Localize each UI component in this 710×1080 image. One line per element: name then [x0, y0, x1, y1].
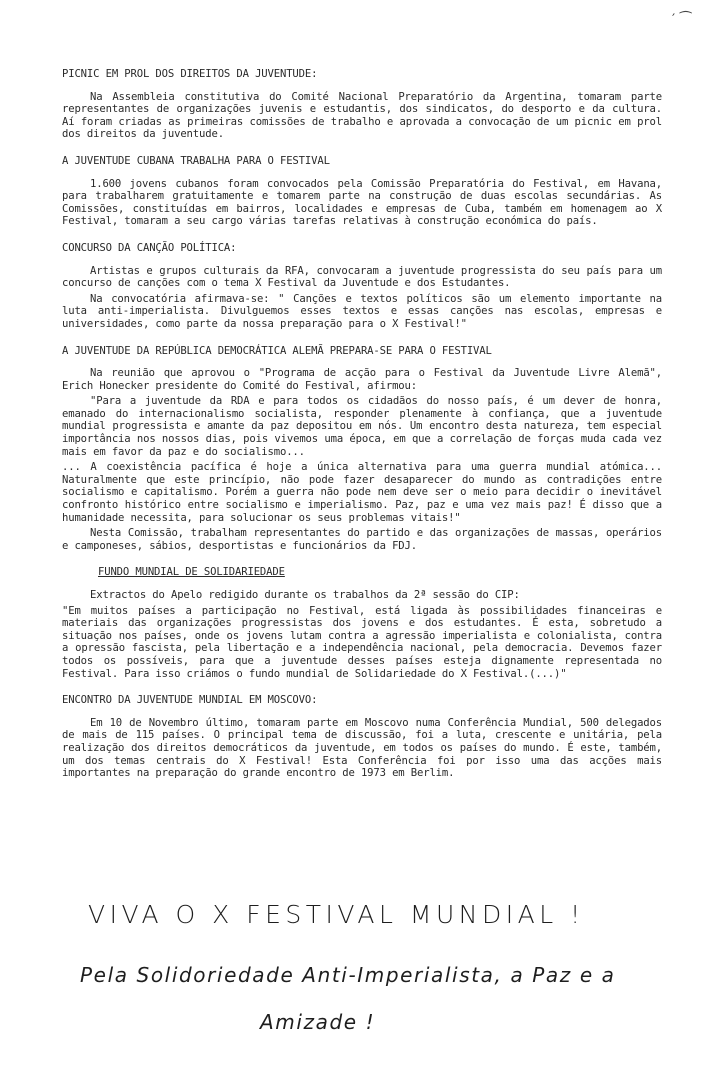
section-heading: A JUVENTUDE CUBANA TRABALHA PARA O FESTIVAL — [62, 154, 330, 167]
paragraph: "Para a juventude da RDA e para todos os cidadãos do nosso país, é um dever de honra, emanado do internacionalismo socialista, responder plenamente à confiança, que a juventude mundial progressista e amante da paz depositou em nós. Um encontro desta natureza, tem especial importância nos nossos dias, pois vivemos uma época, em que a correlação de forças muda cada vez mais em favor da paz e do socialismo... — [62, 395, 662, 458]
paragraph: Extractos do Apelo redigido durante os trabalhos da 2ª sessão do CIP: — [90, 589, 520, 601]
paragraph: Na Assembleia constitutiva do Comité Nacional Preparatório da Argentina, tomaram parte representantes de organizações juvenis e estudantis, dos sindicatos, do desporto e da cultura. Aí foram criadas as primeiras comissões de trabalho e aprovada a convocação de um picnic em prol dos direitos da juventude. — [62, 90, 662, 141]
handwritten-slogan-line-1: VIVA O X FESTIVAL MUNDIAL ! — [88, 900, 585, 929]
section-cuba — [62, 155, 662, 228]
section-heading: A JUVENTUDE DA REPÚBLICA DEMOCRÁTICA ALEMÃ PREPARA-SE PARA O FESTIVAL — [62, 344, 492, 357]
section-heading: CONCURSO DA CANÇÃO POLÍTICA: — [62, 241, 237, 254]
section-rda — [62, 345, 662, 553]
paragraph: 1.600 jovens cubanos foram convocados pela Comissão Preparatória do Festival, em Havana, para trabalharem gratuitamente e tomarem parte na construção de duas escolas secundárias. As Comissões, constituídas em bairros, localidades e empresas de Cuba, também em homenagem ao X Festival, tomaram a seu cargo várias tarefas relativas à construção económica do país. — [62, 177, 662, 228]
section-picnic — [62, 68, 662, 141]
paragraph: ... A coexistência pacífica é hoje a única alternativa para uma guerra mundial atómica... Naturalmente que este princípio, não pode fazer desaparecer do mundo as contradições entre socialismo e capitalismo. Porém a guerra não pode nem deve ser o meio para decidir o inevitável confronto histórico entre socialismo e imperialismo. Paz, paz e uma vez mais paz! É disso que a humanidade necessita, para solucionar os seus problemas vitais!" — [62, 461, 662, 524]
paragraph: Nesta Comissão, trabalham representantes do partido e das organizações de massas, operários e camponeses, sábios, desportistas e funcionários da FDJ. — [62, 527, 662, 552]
section-heading — [62, 566, 662, 579]
section-fundo — [62, 566, 662, 680]
handwritten-slogan-line-3: Amizade ! — [260, 1010, 376, 1034]
paragraph: Na convocatória afirmava-se: " Canções e textos políticos são um elemento importante na luta anti-imperialista. Divulguemos esses textos e essas canções nas escolas, empresas e universidades, como parte da nossa preparação para o X Festival!" — [62, 292, 662, 330]
section-concurso — [62, 242, 662, 331]
section-heading: PICNIC EM PROL DOS DIREITOS DA JUVENTUDE: — [62, 68, 318, 80]
paragraph: Em 10 de Novembro último, tomaram parte em Moscovo numa Conferência Mundial, 500 delegados de mais de 115 países. O principal tema de discussão, foi a luta, crescente e unitária, pela realização dos direitos democráticos da juventude, em todos os países do mundo. É este, também, um dos temas centrais do X Festival! Esta Conferência foi por isso uma das acções mais importantes na preparação do grande encontro de 1973 em Berlim. — [62, 716, 662, 780]
section-heading: ENCONTRO DA JUVENTUDE MUNDIAL EM MOSCOVO: — [62, 694, 318, 707]
section-heading-text: FUNDO MUNDIAL DE SOLIDARIEDADE — [98, 566, 285, 579]
section-moscovo — [62, 694, 662, 780]
document-body — [62, 68, 662, 794]
paragraph: "Em muitos países a participação no Festival, está ligada às possibilidades financeiras e materiais das organizações progressistas dos jovens e dos estudantes. É esta, sobretudo a situação nos países, onde os jovens lutam contra a agressão imperialista e colonialista, contra a opressão fascista, pela libertação e a independência nacional, pela democracia. Devemos fazer todos os possíveis, para que a juventude desses países esteja dignamente representada no Festival. Para isso criámos o fundo mundial de Solidariedade do X Festival.(...)" — [62, 604, 662, 680]
paragraph: Na reunião que aprovou o "Programa de acção para o Festival da Juventude Livre Alemã", Erich Honecker presidente do Comité do Festival, afirmou: — [62, 367, 662, 392]
paragraph: Artistas e grupos culturais da RFA, convocaram a juventude progressista do seu país para um concurso de canções com o tema X Festival da Juventude e dos Estudantes. — [62, 264, 662, 290]
corner-mark: ′ ͡ — [672, 12, 692, 28]
handwritten-slogan-line-2: Pela Solidoriedade Anti-Imperialista, a Paz e a — [80, 963, 616, 987]
